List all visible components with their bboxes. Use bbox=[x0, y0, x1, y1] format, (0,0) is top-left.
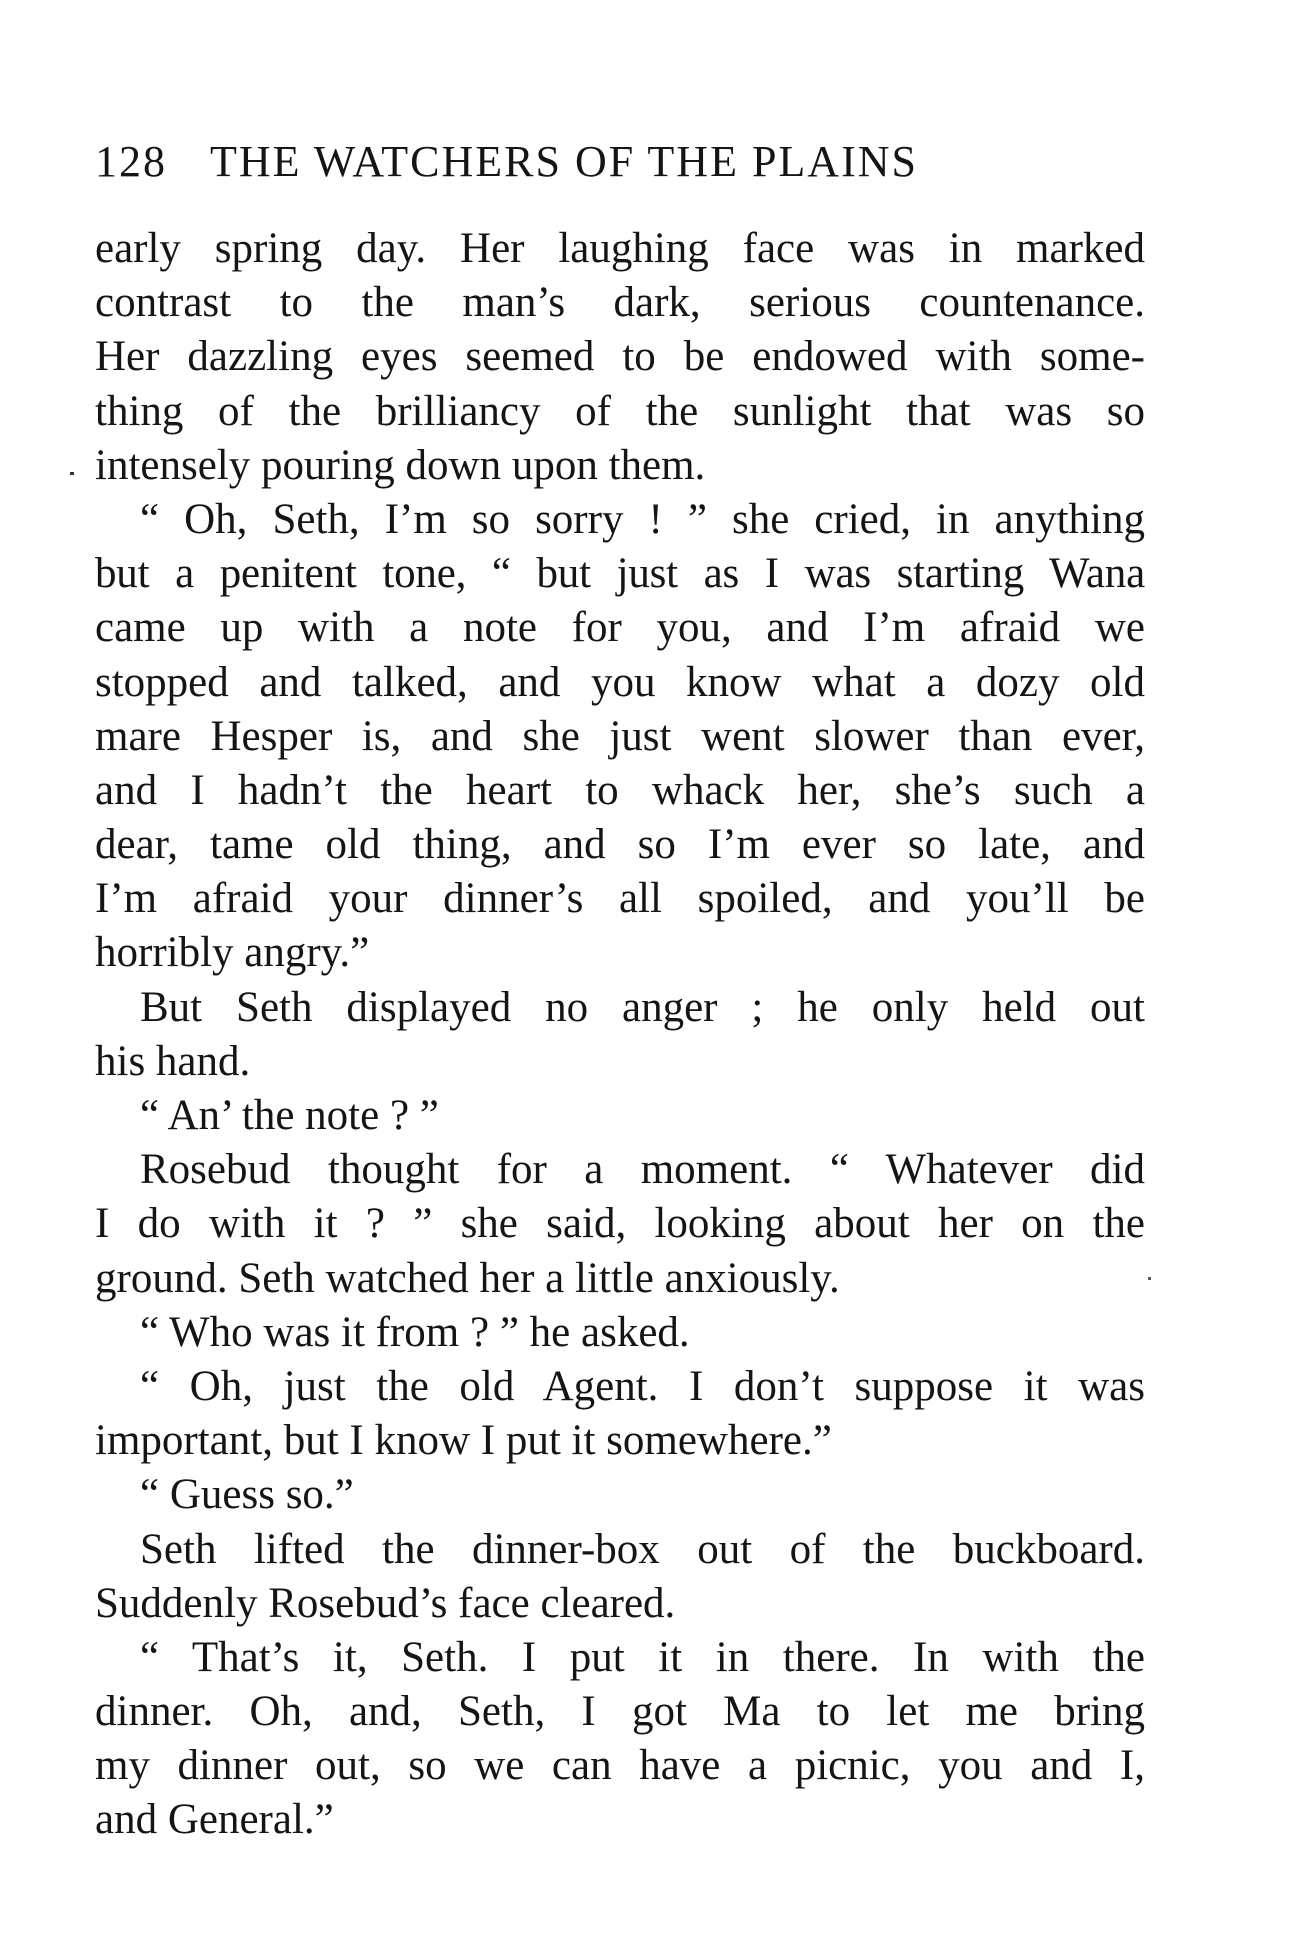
text-line: but a penitent tone, “ but just as I was starting Wana bbox=[95, 550, 1145, 598]
text-line: came up with a note for you, and I’m afraid we bbox=[95, 604, 1145, 652]
body-text bbox=[95, 222, 1145, 1848]
text-line: important, but I know I put it somewhere.” bbox=[95, 1417, 832, 1465]
text-line: contrast to the man’s dark, serious countenance. bbox=[95, 279, 1145, 327]
text-line: intensely pouring down upon them. bbox=[95, 441, 706, 489]
text-line: and General.” bbox=[95, 1796, 334, 1844]
text-line: stopped and talked, and you know what a dozy old bbox=[95, 658, 1145, 706]
text-line: I do with it ? ” she said, looking about her on the bbox=[95, 1200, 1145, 1248]
text-line: Rosebud thought for a moment. “ Whatever did bbox=[140, 1146, 1145, 1194]
text-line: horribly angry.” bbox=[95, 929, 370, 977]
text-line: mare Hesper is, and she just went slower than ever, bbox=[95, 712, 1145, 760]
text-line: thing of the brilliancy of the sunlight that was so bbox=[95, 387, 1145, 435]
text-line: I’m afraid your dinner’s all spoiled, and you’ll be bbox=[95, 875, 1145, 923]
text-line: ground. Seth watched her a little anxiously. bbox=[95, 1254, 840, 1302]
running-title: THE WATCHERS OF THE PLAINS bbox=[210, 137, 918, 186]
text-line: his hand. bbox=[95, 1037, 251, 1085]
text-line: my dinner out, so we can have a picnic, you and I, bbox=[95, 1742, 1145, 1790]
text-line: Seth lifted the dinner-box out of the buckboard. bbox=[140, 1525, 1145, 1573]
text-line: “ That’s it, Seth. I put it in there. In with the bbox=[140, 1633, 1145, 1681]
text-line: dear, tame old thing, and so I’m ever so late, and bbox=[95, 821, 1145, 869]
text-line: “ An’ the note ? ” bbox=[140, 1092, 439, 1139]
stray-ink-dot bbox=[1148, 1277, 1151, 1280]
text-line: Her dazzling eyes seemed to be endowed with some- bbox=[95, 333, 1145, 381]
page-number: 128 bbox=[95, 137, 167, 186]
text-line: and I hadn’t the heart to whack her, she’s such a bbox=[95, 766, 1145, 814]
text-line: dinner. Oh, and, Seth, I got Ma to let me bring bbox=[95, 1688, 1145, 1736]
text-line: “ Oh, Seth, I’m so sorry ! ” she cried, in anything bbox=[140, 495, 1145, 543]
running-head bbox=[95, 132, 1155, 192]
text-line: But Seth displayed no anger ; he only held out bbox=[140, 983, 1145, 1031]
text-line: “ Guess so.” bbox=[140, 1471, 354, 1519]
text-line: “ Who was it from ? ” he asked. bbox=[140, 1308, 690, 1356]
text-line: early spring day. Her laughing face was in marked bbox=[95, 225, 1145, 272]
text-line: “ Oh, just the old Agent. I don’t suppose it was bbox=[140, 1362, 1145, 1410]
stray-ink-mark bbox=[70, 472, 74, 475]
text-line: Suddenly Rosebud’s face cleared. bbox=[95, 1579, 676, 1627]
